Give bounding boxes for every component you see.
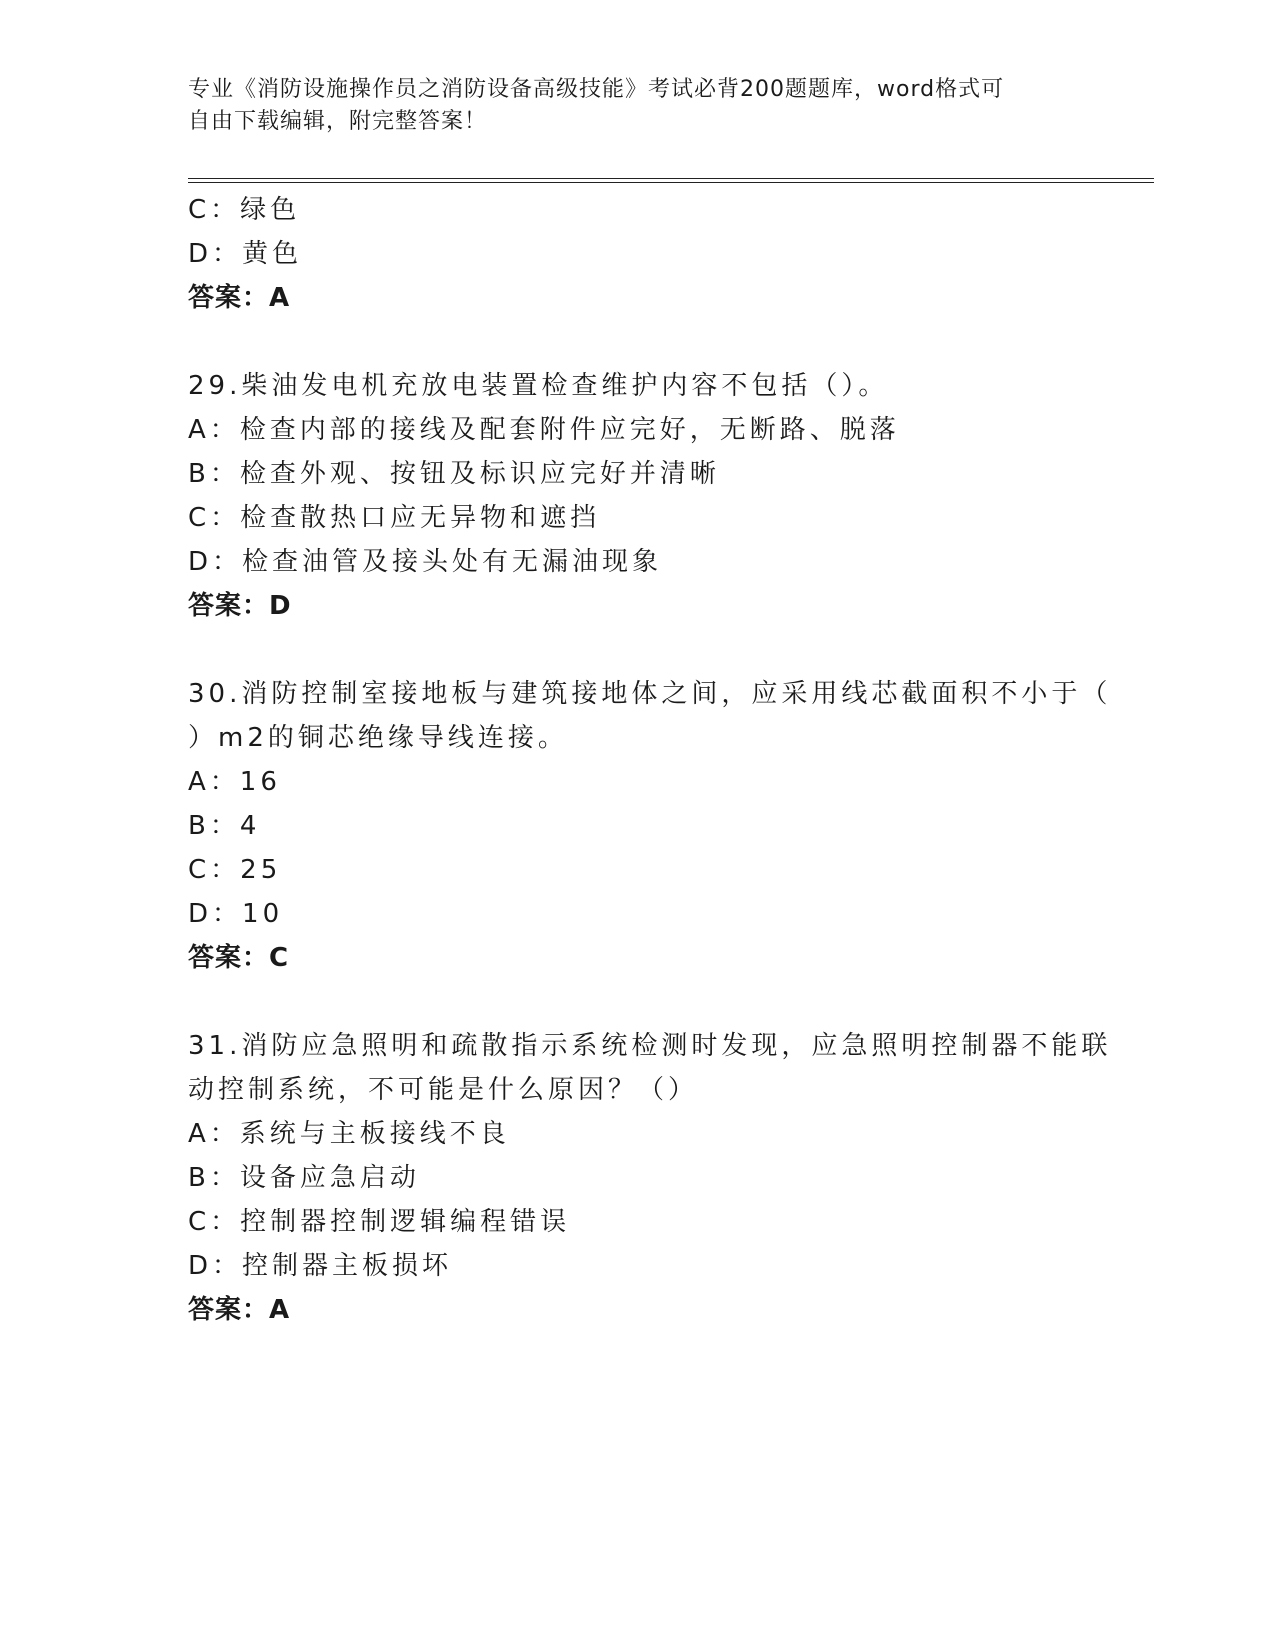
question-31-stem-line-1: 31.消防应急照明和疏散指示系统检测时发现，应急照明控制器不能联 [188, 1031, 1112, 1061]
question-31-answer: 答案：A [188, 1295, 291, 1325]
question-31-option-d: D：控制器主板损坏 [188, 1251, 453, 1281]
question-30-option-b: B：4 [188, 811, 261, 841]
prev-answer: 答案：A [188, 283, 291, 313]
question-31-stem-line-2: 动控制系统，不可能是什么原因？（） [188, 1075, 699, 1105]
question-31-option-a: A：系统与主板接线不良 [188, 1119, 510, 1149]
question-31-option-b: B：设备应急启动 [188, 1163, 420, 1193]
question-30-answer: 答案：C [188, 943, 290, 973]
question-29-option-c: C：检查散热口应无异物和遮挡 [188, 503, 601, 533]
question-29-option-a: A：检查内部的接线及配套附件应完好，无断路、脱落 [188, 415, 900, 445]
header-line-1: 专业《消防设施操作员之消防设备高级技能》考试必背200题题库，word格式可 [188, 77, 1005, 102]
question-29-option-b: B：检查外观、按钮及标识应完好并清晰 [188, 459, 720, 489]
document-header [188, 74, 1068, 138]
prev-option-c: C：绿色 [188, 195, 301, 225]
question-30-stem-line-1: 30.消防控制室接地板与建筑接地体之间，应采用线芯截面积不小于（ [188, 679, 1112, 709]
header-divider [188, 178, 1154, 183]
header-line-2: 自由下载编辑，附完整答案！ [188, 109, 488, 134]
question-30-stem-line-2: ）m2的铜芯绝缘导线连接。 [188, 723, 568, 753]
question-31-option-c: C：控制器控制逻辑编程错误 [188, 1207, 571, 1237]
question-30-option-c: C：25 [188, 855, 282, 885]
question-30-option-d: D：10 [188, 899, 284, 929]
question-29-answer: 答案：D [188, 591, 292, 621]
question-29-stem: 29.柴油发电机充放电装置检查维护内容不包括（）。 [188, 371, 889, 401]
question-30-option-a: A：16 [188, 767, 281, 797]
prev-option-d: D：黄色 [188, 239, 303, 269]
question-29-option-d: D：检查油管及接头处有无漏油现象 [188, 547, 663, 577]
